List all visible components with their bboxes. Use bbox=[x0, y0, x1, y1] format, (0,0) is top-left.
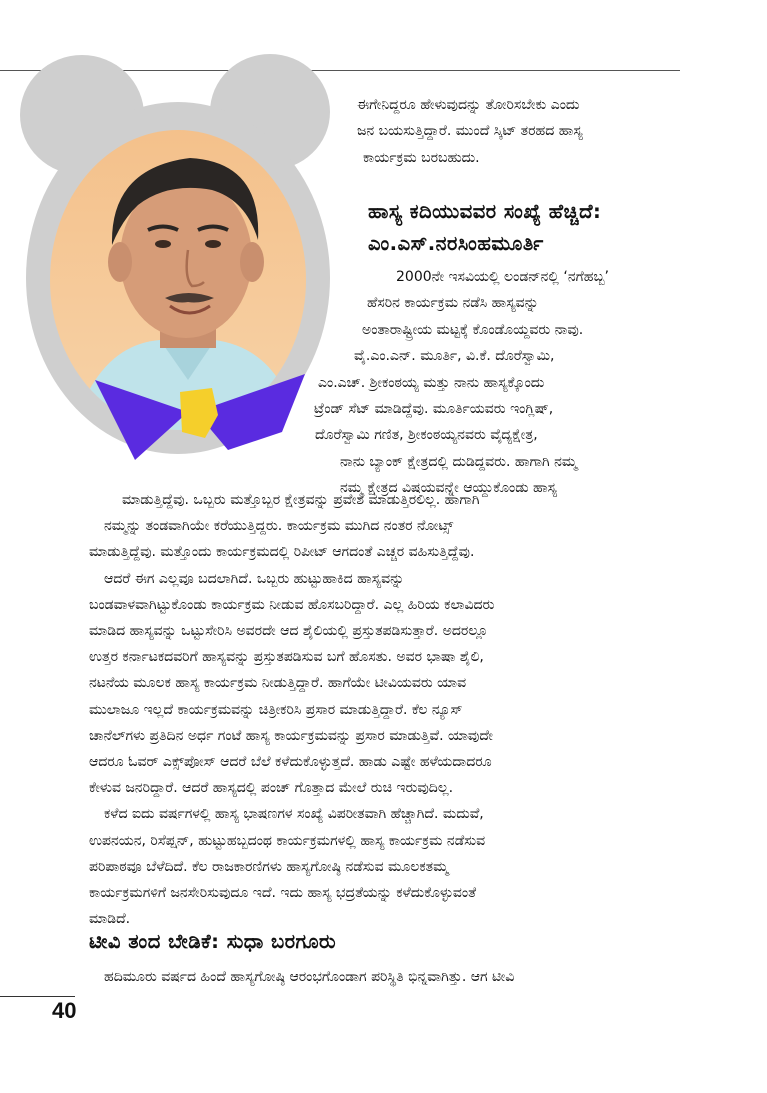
intro-text bbox=[357, 92, 583, 171]
text-line: ನಮ್ಮ ಕ್ಷೇತ್ರದ ವಿಷಯವನ್ನೇ ಆಯ್ದುಕೊಂಡು ಹಾಸ್ಯ bbox=[340, 480, 558, 497]
text-line: ಮಾಡಿದೆ. bbox=[89, 911, 131, 928]
text-line: ಆದರೂ ಓವರ್ ಎಕ್ಸ್‌ಪೋಸ್ ಆದರೆ ಬೆಲೆ ಕಳೆದುಕೊಳ್ಳುತ್ತದೆ. ಹಾಡು ಎಷ್ಟೇ ಹಳೆಯದಾದರೂ bbox=[89, 754, 492, 771]
text-line: ನಮ್ಮನ್ನು ತಂಡವಾಗಿಯೇ ಕರೆಯುತ್ತಿದ್ದರು. ಕಾರ್ಯಕ್ರಮ ಮುಗಿದ ನಂತರ ನೋಟ್ಸ್ bbox=[104, 518, 454, 535]
text-line: ನಾನು ಬ್ಯಾಂಕ್ ಕ್ಷೇತ್ರದಲ್ಲಿ ದುಡಿದ್ದವರು. ಹಾಗಾಗಿ ನಮ್ಮ bbox=[340, 453, 578, 470]
section-heading: ಟೀವಿ ತಂದ ಬೇಡಿಕೆ: ಸುಧಾ ಬರಗೂರು bbox=[89, 930, 337, 953]
footer-rule bbox=[0, 996, 75, 997]
page-number: 40 bbox=[52, 998, 77, 1023]
text-line: ಟ್ರೆಂಡ್ ಸೆಟ್ ಮಾಡಿದ್ದೆವು. ಮೂರ್ತಿಯವರು ಇಂಗ್ಲಿಷ್, bbox=[314, 401, 554, 418]
text-line: ಕೇಳುವ ಜನರಿದ್ದಾರೆ. ಆದರೆ ಹಾಸ್ಯದಲ್ಲಿ ಪಂಚ್ ಗೊತ್ತಾದ ಮೇಲೆ ರುಚಿ ಇರುವುದಿಲ್ಲ. bbox=[89, 780, 454, 797]
text-line: ಹೆಸರಿನ ಕಾರ್ಯಕ್ರಮ ನಡೆಸಿ ಹಾಸ್ಯವನ್ನು bbox=[367, 295, 539, 312]
text-line: ಮಾಡುತ್ತಿದ್ದೆವು. ಒಬ್ಬರು ಮತ್ತೊಬ್ಬರ ಕ್ಷೇತ್ರವನ್ನು ಪ್ರವೇಶ ಮಾಡುತ್ತಿರಲಿಲ್ಲ. ಹಾಗಾಗಿ bbox=[122, 492, 480, 508]
text-line: ಉತ್ತರ ಕರ್ನಾಟಕದವರಿಗೆ ಹಾಸ್ಯವನ್ನು ಪ್ರಸ್ತುತಪಡಿಸುವ ಬಗೆ ಹೊಸತು. ಅವರ ಭಾಷಾ ಶೈಲಿ, bbox=[89, 649, 484, 666]
text-line: ಮಾಡಿದ ಹಾಸ್ಯವನ್ನು ಒಟ್ಟುಸೇರಿಸಿ ಅವರದೇ ಆದ ಶೈಲಿಯಲ್ಲಿ ಪ್ರಸ್ತುತಪಡಿಸುತ್ತಾರೆ. ಅದರಲ್ಲೂ bbox=[89, 623, 488, 640]
text-line: ದೊರೆಸ್ವಾಮಿ ಗಣಿತ, ಶ್ರೀಕಂಠಯ್ಯನವರು ವೈದ್ಯಕ್ಷೇತ್ರ, bbox=[315, 427, 538, 444]
text-line: ಎಂ.ಎಚ್. ಶ್ರೀಕಂಠಯ್ಯ ಮತ್ತು ನಾನು ಹಾಸ್ಯಕ್ಕೊಂದು bbox=[318, 374, 545, 391]
section-subheading-author: ಎಂ.ಎಸ್.ನರಸಿಂಹಮೂರ್ತಿ bbox=[368, 232, 544, 255]
section-heading: ಹಾಸ್ಯ ಕದಿಯುವವರ ಸಂಖ್ಯೆ ಹೆಚ್ಚಿದೆ: bbox=[368, 200, 602, 223]
text-line: ಈಗೇನಿದ್ದರೂ ಹೇಳುವುದನ್ನು ತೋರಿಸಬೇಕು ಎಂದು bbox=[357, 97, 580, 113]
text-line: ಕಾರ್ಯಕ್ರಮ ಬರಬಹುದು. bbox=[363, 149, 480, 166]
text-line: ವೈ.ಎಂ.ಎನ್. ಮೂರ್ತಿ, ವಿ.ಕೆ. ದೊರೆಸ್ವಾಮಿ, bbox=[354, 348, 555, 365]
section2-text bbox=[0, 964, 767, 990]
text-line: ಕಳೆದ ಐದು ವರ್ಷಗಳಲ್ಲಿ ಹಾಸ್ಯ ಭಾಷಣಗಳ ಸಂಖ್ಯೆ ವಿಪರೀತವಾಗಿ ಹೆಚ್ಚಾಗಿದೆ. ಮದುವೆ, bbox=[104, 806, 484, 823]
text-line: ಉಪನಯನ, ರಿಸೆಪ್ಷನ್, ಹುಟ್ಟುಹಬ್ಬದಂಥ ಕಾರ್ಯಕ್ರಮಗಳಲ್ಲಿ ಹಾಸ್ಯ ಕಾರ್ಯಕ್ರಮ ನಡೆಸುವ bbox=[89, 832, 486, 849]
text-line: ಅಂತಾರಾಷ್ಟ್ರೀಯ ಮಟ್ಟಕ್ಕೆ ಕೊಂಡೊಯ್ದವರು ನಾವು. bbox=[362, 321, 584, 338]
text-line: ಹದಿಮೂರು ವರ್ಷದ ಹಿಂದೆ ಹಾಸ್ಯಗೋಷ್ಠಿ ಆರಂಭಗೊಂಡಾಗ ಪರಿಸ್ಥಿತಿ ಭಿನ್ನವಾಗಿತ್ತು. ಆಗ ಟೀವಿ bbox=[104, 969, 515, 985]
text-line: ಮಾಡುತ್ತಿದ್ದೆವು. ಮತ್ತೊಂದು ಕಾರ್ಯಕ್ರಮದಲ್ಲಿ ರಿಪೀಟ್ ಆಗದಂತೆ ಎಚ್ಚರ ವಹಿಸುತ್ತಿದ್ದೆವು. bbox=[89, 544, 475, 561]
text-line: ಬಂಡವಾಳವಾಗಿಟ್ಟುಕೊಂಡು ಕಾರ್ಯಕ್ರಮ ನೀಡುವ ಹೊಸಬರಿದ್ದಾರೆ. ಎಲ್ಲ ಹಿರಿಯ ಕಲಾವಿದರು bbox=[89, 596, 495, 613]
text-line: ಆದರೆ ಈಗ ಎಲ್ಲವೂ ಬದಲಾಗಿದೆ. ಒಬ್ಬರು ಹುಟ್ಟುಹಾಕಿದ ಹಾಸ್ಯವನ್ನು bbox=[104, 570, 405, 587]
text-line: ಜನ ಬಯಸುತ್ತಿದ್ದಾರೆ. ಮುಂದೆ ಸ್ಕಿಟ್ ತರಹದ ಹಾಸ್ಯ bbox=[357, 123, 583, 140]
text-line: ಕಾರ್ಯಕ್ರಮಗಳಿಗೆ ಜನಸೇರಿಸುವುದೂ ಇದೆ. ಇದು ಹಾಸ್ಯ ಭದ್ರತೆಯನ್ನು ಕಳೆದುಕೊಳ್ಳುವಂತೆ bbox=[89, 885, 477, 902]
text-line: ನಟನೆಯ ಮೂಲಕ ಹಾಸ್ಯ ಕಾರ್ಯಕ್ರಮ ನೀಡುತ್ತಿದ್ದಾರೆ. ಹಾಗೆಯೇ ಟೀವಿಯವರು ಯಾವ bbox=[89, 675, 467, 692]
section1-wide-text bbox=[0, 487, 767, 932]
section1-narrow-text bbox=[0, 264, 767, 502]
text-line: 2000ನೇ ಇಸವಿಯಲ್ಲಿ ಲಂಡನ್‌ನಲ್ಲಿ ‘ನಗೆಹಬ್ಬ’ bbox=[396, 269, 609, 285]
text-line: ಮುಲಾಜೂ ಇಲ್ಲದೆ ಕಾರ್ಯಕ್ರಮವನ್ನು ಚಿತ್ರೀಕರಿಸಿ ಪ್ರಸಾರ ಮಾಡುತ್ತಿದ್ದಾರೆ. ಕೆಲ ನ್ಯೂಸ್ bbox=[89, 701, 463, 718]
text-line: ಚಾನೆಲ್‌ಗಳು ಪ್ರತಿದಿನ ಅರ್ಧ ಗಂಟೆ ಹಾಸ್ಯ ಕಾರ್ಯಕ್ರಮವನ್ನು ಪ್ರಸಾರ ಮಾಡುತ್ತಿವೆ. ಯಾವುದೇ bbox=[89, 727, 493, 744]
text-line: ಪರಿಪಾಠವೂ ಬೆಳೆದಿದೆ. ಕೆಲ ರಾಜಕಾರಣಿಗಳು ಹಾಸ್ಯಗೋಷ್ಠಿ ನಡೆಸುವ ಮೂಲಕತಮ್ಮ bbox=[89, 858, 449, 875]
